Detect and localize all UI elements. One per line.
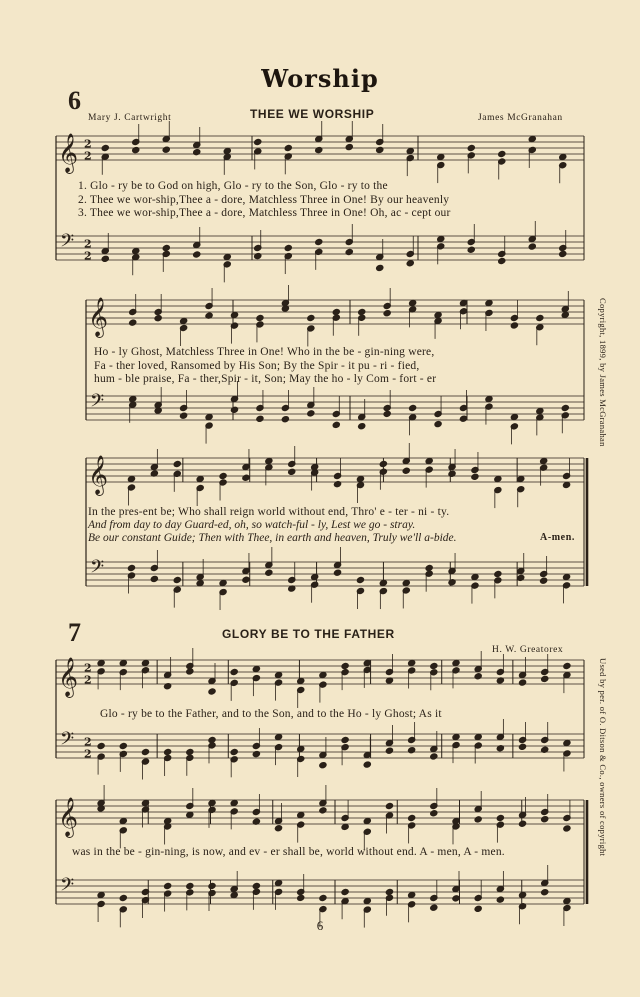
- note-head: [563, 825, 571, 832]
- note-head: [510, 322, 518, 329]
- note-head: [274, 733, 282, 740]
- hymn-title: THEE WE WORSHIP: [250, 107, 375, 121]
- note-head: [154, 315, 162, 322]
- note-head: [358, 308, 366, 315]
- svg-text:2: 2: [84, 137, 92, 151]
- note-head: [141, 748, 149, 755]
- note-head: [332, 421, 340, 428]
- svg-text:𝄞: 𝄞: [88, 455, 109, 495]
- note-head: [467, 144, 475, 151]
- note-head: [297, 811, 305, 818]
- note-head: [562, 481, 570, 488]
- note-head: [518, 891, 526, 898]
- note-head: [127, 475, 135, 482]
- note-head: [383, 310, 391, 317]
- note-head: [162, 146, 170, 153]
- note-head: [363, 817, 371, 824]
- note-head: [474, 733, 482, 740]
- note-head: [563, 662, 571, 669]
- lyric-line: Fa - ther loved, Ransomed by His Son; By the Spir - it pu - ri - fied,: [94, 360, 420, 372]
- note-head: [230, 311, 238, 318]
- note-head: [119, 659, 127, 666]
- note-head: [297, 677, 305, 684]
- note-head: [471, 573, 479, 580]
- note-head: [559, 153, 567, 160]
- note-head: [223, 147, 231, 154]
- note-head: [205, 413, 213, 420]
- permission-notice: Used by per. of O. Ditson & Co., owners of copyright: [598, 658, 608, 857]
- note-head: [383, 410, 391, 417]
- note-head: [193, 251, 201, 258]
- note-head: [265, 457, 273, 464]
- svg-text:2: 2: [84, 747, 92, 761]
- note-head: [129, 319, 137, 326]
- note-head: [284, 244, 292, 251]
- note-head: [541, 675, 549, 682]
- note-head: [341, 736, 349, 743]
- hymn-number: 7: [68, 618, 81, 647]
- svg-text:2: 2: [84, 237, 92, 251]
- note-head: [345, 143, 353, 150]
- note-head: [311, 573, 319, 580]
- note-head: [562, 573, 570, 580]
- note-head: [252, 750, 260, 757]
- note-head: [119, 894, 127, 901]
- note-head: [297, 894, 305, 901]
- note-head: [559, 250, 567, 257]
- note-head: [252, 882, 260, 889]
- note-head: [208, 799, 216, 806]
- note-head: [119, 742, 127, 749]
- note-head: [536, 407, 544, 414]
- note-head: [356, 475, 364, 482]
- note-head: [319, 671, 327, 678]
- note-head: [230, 799, 238, 806]
- note-head: [409, 404, 417, 411]
- note-head: [101, 144, 109, 151]
- note-head: [341, 662, 349, 669]
- note-head: [180, 317, 188, 324]
- note-head: [430, 904, 438, 911]
- note-head: [540, 457, 548, 464]
- svg-text:2: 2: [84, 249, 92, 263]
- copyright-notice: Copyright, 1899, by James McGranahan: [598, 298, 608, 447]
- note-head: [459, 299, 467, 306]
- note-head: [430, 662, 438, 669]
- note-head: [402, 467, 410, 474]
- note-head: [496, 896, 504, 903]
- note-head: [230, 668, 238, 675]
- note-head: [141, 659, 149, 666]
- note-head: [196, 475, 204, 482]
- note-head: [496, 814, 504, 821]
- lyric-line: In the pres-ent be; Who shall reign world without end, Thro' e - ter - ni - ty.: [88, 506, 450, 518]
- note-head: [333, 569, 341, 576]
- note-head: [256, 415, 264, 422]
- svg-text:𝄢: 𝄢: [60, 729, 75, 754]
- note-head: [97, 659, 105, 666]
- svg-text:𝄢: 𝄢: [60, 875, 75, 900]
- svg-text:𝄞: 𝄞: [58, 657, 79, 697]
- note-head: [406, 147, 414, 154]
- note-head: [363, 897, 371, 904]
- note-head: [173, 460, 181, 467]
- note-head: [129, 395, 137, 402]
- note-head: [97, 742, 105, 749]
- note-head: [518, 820, 526, 827]
- note-head: [385, 888, 393, 895]
- svg-text:𝄞: 𝄞: [58, 133, 79, 173]
- note-head: [173, 576, 181, 583]
- note-head: [254, 252, 262, 259]
- note-head: [256, 314, 264, 321]
- note-head: [127, 564, 135, 571]
- note-head: [319, 807, 327, 814]
- note-head: [219, 472, 227, 479]
- note-head: [230, 406, 238, 413]
- lyric-line: Ho - ly Ghost, Matchless Three in One! Who in the be - gin-ning were,: [94, 346, 435, 358]
- hymn-title: GLORY BE TO THE FATHER: [222, 627, 395, 641]
- hymn-composer: H. W. Greatorex: [492, 645, 564, 655]
- note-head: [474, 673, 482, 680]
- note-head: [242, 474, 250, 481]
- note-head: [561, 404, 569, 411]
- note-head: [180, 412, 188, 419]
- lyric-line: 2. Thee we wor-ship,Thee a - dore, Matchless Three in One! By our heavenly: [78, 194, 450, 206]
- note-head: [230, 748, 238, 755]
- section-heading: Worship: [261, 64, 379, 93]
- note-head: [281, 416, 289, 423]
- note-head: [379, 460, 387, 467]
- note-head: [379, 579, 387, 586]
- note-head: [467, 246, 475, 253]
- note-head: [518, 679, 526, 686]
- note-head: [307, 410, 315, 417]
- note-head: [408, 891, 416, 898]
- note-head: [363, 761, 371, 768]
- lyric-line: hum - ble praise, Fa - ther,Spir - it, Son; May the ho - ly Com - fort - er: [94, 373, 437, 385]
- note-head: [101, 255, 109, 262]
- note-head: [452, 659, 460, 666]
- lyric-line: Glo - ry be to the Father, and to the Son, and to the Ho - ly Ghost; As it: [100, 708, 442, 720]
- note-head: [319, 894, 327, 901]
- note-head: [132, 247, 140, 254]
- note-head: [474, 816, 482, 823]
- note-head: [356, 576, 364, 583]
- svg-text:𝄞: 𝄞: [88, 297, 109, 337]
- note-head: [358, 423, 366, 430]
- note-head: [119, 817, 127, 824]
- svg-text:𝄢: 𝄢: [90, 557, 105, 582]
- note-head: [288, 468, 296, 475]
- note-head: [230, 891, 238, 898]
- svg-text:𝄞: 𝄞: [58, 797, 79, 837]
- note-head: [150, 575, 158, 582]
- note-head: [341, 888, 349, 895]
- svg-text:2: 2: [84, 149, 92, 163]
- note-head: [541, 889, 549, 896]
- note-head: [297, 745, 305, 752]
- svg-text:𝄢: 𝄢: [90, 391, 105, 416]
- note-head: [471, 473, 479, 480]
- note-head: [408, 747, 416, 754]
- note-head: [563, 739, 571, 746]
- note-head: [219, 579, 227, 586]
- note-head: [406, 260, 414, 267]
- note-head: [485, 299, 493, 306]
- note-head: [437, 153, 445, 160]
- note-head: [265, 569, 273, 576]
- note-head: [536, 314, 544, 321]
- note-head: [164, 882, 172, 889]
- note-head: [345, 248, 353, 255]
- note-head: [459, 415, 467, 422]
- note-head: [385, 747, 393, 754]
- note-head: [437, 235, 445, 242]
- hymn-number: 6: [68, 86, 81, 115]
- note-head: [242, 576, 250, 583]
- note-head: [430, 810, 438, 817]
- lyric-line: 1. Glo - ry be to God on high, Glo - ry to the Son, Glo - ry to the: [78, 180, 388, 192]
- svg-text:2: 2: [84, 735, 92, 749]
- lyric-line: 3. Thee we wor-ship,Thee a - dore, Matchless Three in One! Oh, ac - cept our: [78, 207, 451, 219]
- lyric-line: was in the be - gin-ning, is now, and ev - er shall be, world without end. A - men, A - men.: [72, 846, 505, 858]
- note-head: [498, 150, 506, 157]
- note-head: [274, 825, 282, 832]
- note-head: [425, 457, 433, 464]
- note-head: [518, 743, 526, 750]
- note-head: [434, 311, 442, 318]
- note-head: [252, 665, 260, 672]
- hymn-composer: James McGranahan: [478, 113, 563, 123]
- note-head: [408, 814, 416, 821]
- hymn-author: Mary J. Cartwright: [88, 113, 172, 123]
- note-head: [498, 257, 506, 264]
- note-head: [510, 413, 518, 420]
- note-head: [315, 146, 323, 153]
- page-number: 6: [316, 918, 324, 933]
- note-head: [376, 146, 384, 153]
- lyric-line: Be our constant Guide; Then with Thee, in earth and heaven, Truly we'll a-bide.: [88, 532, 457, 544]
- note-head: [193, 149, 201, 156]
- note-head: [223, 253, 231, 260]
- note-head: [164, 748, 172, 755]
- svg-text:2: 2: [84, 673, 92, 687]
- note-head: [315, 238, 323, 245]
- note-head: [376, 264, 384, 271]
- note-head: [208, 882, 216, 889]
- note-head: [409, 299, 417, 306]
- note-head: [385, 802, 393, 809]
- note-head: [132, 146, 140, 153]
- note-head: [186, 748, 194, 755]
- note-head: [162, 244, 170, 251]
- note-head: [485, 395, 493, 402]
- note-head: [274, 671, 282, 678]
- note-head: [274, 879, 282, 886]
- note-head: [474, 905, 482, 912]
- lyric-line: And from day to day Guard-ed, oh, so watch-ful - ly, Lest we go - stray.: [88, 519, 416, 531]
- note-head: [528, 243, 536, 250]
- note-head: [208, 688, 216, 695]
- note-head: [254, 138, 262, 145]
- note-head: [528, 135, 536, 142]
- note-head: [186, 882, 194, 889]
- note-head: [494, 570, 502, 577]
- note-head: [430, 753, 438, 760]
- svg-text:𝄢: 𝄢: [60, 231, 75, 256]
- note-head: [319, 762, 327, 769]
- note-head: [97, 891, 105, 898]
- note-head: [408, 659, 416, 666]
- note-head: [541, 816, 549, 823]
- note-head: [540, 577, 548, 584]
- note-head: [434, 420, 442, 427]
- note-head: [186, 668, 194, 675]
- amen-label: A-men.: [540, 532, 575, 543]
- note-head: [517, 475, 525, 482]
- note-head: [452, 733, 460, 740]
- note-head: [284, 144, 292, 151]
- note-head: [402, 579, 410, 586]
- note-head: [494, 475, 502, 482]
- note-head: [307, 314, 315, 321]
- note-head: [452, 895, 460, 902]
- note-head: [563, 897, 571, 904]
- svg-text:2: 2: [84, 661, 92, 675]
